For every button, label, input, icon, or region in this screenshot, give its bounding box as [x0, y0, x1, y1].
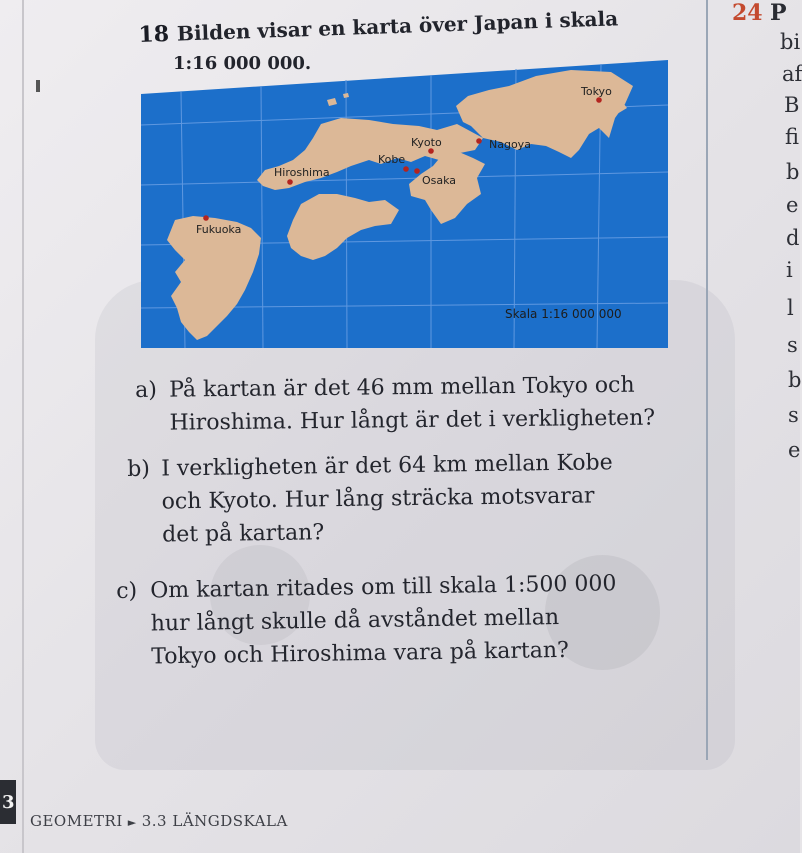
city-label-osaka: Osaka: [422, 174, 457, 187]
next-column-letter: e: [788, 438, 801, 462]
margin-mark: [36, 80, 40, 92]
item-label: b): [127, 456, 151, 482]
city-label-nagoya: Nagoya: [489, 138, 531, 151]
city-dot-nagoya: [476, 138, 482, 144]
next-column-letter: bi: [780, 30, 801, 54]
next-column-letter: l: [787, 296, 794, 320]
city-label-fukuoka: Fukuoka: [196, 223, 242, 236]
city-label-hiroshima: Hiroshima: [274, 166, 330, 179]
triangle-icon: ►: [127, 816, 137, 829]
next-column-letter: s: [788, 403, 799, 427]
japan-map: [141, 60, 668, 348]
next-column-letter: b: [788, 368, 802, 392]
item-text: På kartan är det 46 mm mellan Tokyo och: [169, 372, 635, 403]
item-text: Om kartan ritades om till skala 1:500 000: [150, 571, 617, 604]
item-text: Hiroshima. Hur långt är det i verkligheten?: [169, 405, 656, 436]
page-edge: [22, 0, 24, 853]
footer-chapter: GEOMETRI: [30, 812, 123, 830]
page-footer: [30, 812, 288, 830]
city-dot-kyoto: [428, 148, 434, 154]
question-item-c: [116, 567, 618, 674]
city-dot-osaka: [414, 168, 420, 174]
item-text: och Kyoto. Hur lång sträcka motsvarar: [161, 483, 595, 515]
city-label-kyoto: Kyoto: [411, 136, 442, 149]
city-dot-tokyo: [596, 97, 602, 103]
city-dot-kobe: [403, 166, 409, 172]
item-text: Tokyo och Hiroshima vara på kartan?: [151, 637, 570, 670]
map-scale-label: Skala 1:16 000 000: [505, 307, 622, 321]
question-heading: [138, 5, 618, 48]
item-label: a): [135, 377, 158, 403]
next-column-letter: af: [782, 62, 802, 86]
question-number: 18: [138, 20, 170, 48]
next-column-letter: e: [786, 193, 799, 217]
map-svg: [141, 60, 668, 348]
next-column-letter: s: [787, 333, 798, 357]
footer-section: 3.3 LÄNGDSKALA: [141, 812, 288, 830]
item-text: I verkligheten är det 64 km mellan Kobe: [161, 450, 613, 482]
next-column-letter: b: [786, 160, 800, 184]
question-scale: 1:16 000 000.: [173, 53, 312, 74]
question-item-a: [135, 369, 655, 440]
item-text: hur långt skulle då avståndet mellan: [150, 605, 560, 637]
next-column-letter: B: [784, 93, 800, 117]
item-text: det på kartan?: [161, 520, 325, 548]
column-divider: [706, 0, 708, 760]
next-column-letter: P: [770, 0, 787, 26]
item-label: c): [116, 578, 138, 604]
chapter-tab-number: 3: [2, 792, 15, 813]
city-dot-hiroshima: [287, 179, 293, 185]
question-item-b: [127, 446, 614, 552]
city-label-kobe: Kobe: [378, 153, 406, 166]
city-dot-fukuoka: [203, 215, 209, 221]
next-column-letter: fi: [785, 125, 800, 149]
next-question-number: 24: [732, 0, 763, 26]
city-label-tokyo: Tokyo: [581, 85, 612, 98]
next-column-letter: i: [786, 258, 793, 282]
question-heading-text: Bilden visar en karta över Japan i skala: [176, 6, 619, 46]
next-column-letter: d: [786, 226, 800, 250]
